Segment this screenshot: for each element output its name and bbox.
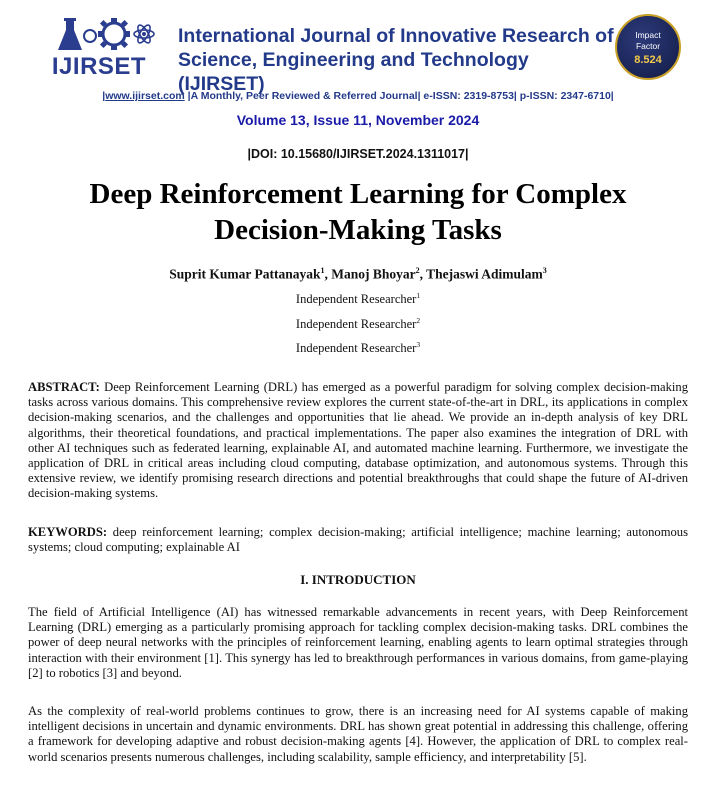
journal-logo	[40, 16, 158, 80]
section-heading-introduction: I. INTRODUCTION	[300, 572, 416, 587]
doi-line: |DOI: 10.15680/IJIRSET.2024.1311017|	[247, 147, 469, 161]
abstract-label: ABSTRACT:	[28, 380, 100, 394]
affiliation-mark: 1	[416, 291, 421, 300]
affiliation-mark: 3	[416, 340, 421, 349]
intro-paragraph-2: As the complexity of real-world problems continues to grow, there is an increasing need for AI systems capable of making intelligent decisions in uncertain and dynamic environments. DRL has shown great potential in addressing this challenge, offering a framework for developing adaptive and robust decision-making agents [4]. However, the application of DRL to complex real-world scenarios presents numerous challenges, including scalability, sample efficiency, and interpretability [5].	[28, 704, 688, 764]
abstract-text: Deep Reinforcement Learning (DRL) has emerged as a powerful paradigm for solving complex decision-making tasks across various domains. This comprehensive review explores the current state-of-the-art in DRL, its applications in complex decision-making scenarios, and the challenges and opportunities that lie ahead. We provide an in-depth analysis of key DRL algorithms, their theoretical foundations, and practical implementations. The paper also examines the integration of DRL with other AI techniques such as federated learning, explainable AI, and automated machine learning. Furthermore, we investigate the application of DRL in critical areas including cloud computing, database optimization, and autonomous systems. Through this extensive review, we identify promising research directions and potential breakthroughs that could shape the future of AI-driven decision-making systems.	[28, 380, 688, 501]
journal-meta-line	[0, 90, 716, 102]
author-affil-mark: 3	[542, 266, 547, 275]
intro-paragraph-1: The field of Artificial Intelligence (AI) has witnessed remarkable advancements in recent years, with Deep Reinforcement Learning (DRL) emerging as a particularly promising approach for tackling complex decision-making tasks. DRL combines the power of deep neural networks with the principles of reinforcement learning, enabling agents to learn optimal strategies through interaction with their environment [1]. This synergy has led to breakthrough performances in various domains, from game-playing [2] to robotics [3] and beyond.	[28, 605, 688, 680]
journal-website-link[interactable]: www.ijirset.com	[105, 90, 185, 102]
journal-header	[40, 12, 680, 95]
paper-title-line2: Decision-Making Tasks	[214, 214, 502, 246]
author-affil-mark: 2	[415, 266, 420, 275]
affiliation	[0, 291, 716, 307]
affiliation-text: Independent Researcher	[295, 292, 417, 307]
meta-prefix: |	[102, 90, 106, 102]
journal-name-line2: Science, Engineering and Technology (IJIRSET)	[178, 49, 529, 95]
impact-value: 8.524	[634, 54, 662, 66]
journal-name-line1: International Journal of Innovative Research of	[178, 25, 614, 47]
author-name: Suprit Kumar Pattanayak	[169, 266, 321, 282]
affiliation-text: Independent Researcher	[295, 317, 417, 332]
affiliation	[0, 316, 716, 332]
journal-name	[178, 24, 618, 96]
author-affil-mark: 1	[320, 266, 325, 275]
affiliation	[0, 340, 716, 356]
keywords-text: deep reinforcement learning; complex decision-making; artificial intelligence; machine learning; autonomous systems; cloud computing; explainable AI	[28, 525, 688, 555]
affiliation-text: Independent Researcher	[295, 341, 417, 356]
impact-label-line2: Factor	[635, 41, 661, 51]
impact-label-line1: Impact	[635, 30, 661, 40]
meta-rest: |A Monthly, Peer Reviewed & Referred Journal| e-ISSN: 2319-8753| p-ISSN: 2347-6710|	[184, 90, 614, 102]
volume-issue: Volume 13, Issue 11, November 2024	[236, 112, 480, 128]
author-separator: ,	[419, 266, 427, 282]
abstract	[28, 380, 688, 502]
author-separator: ,	[324, 266, 332, 282]
keywords-label: KEYWORDS:	[28, 525, 108, 539]
author-list	[0, 266, 716, 283]
impact-factor-badge	[615, 14, 681, 80]
affiliation-mark: 2	[416, 316, 421, 325]
paper-title	[30, 176, 686, 248]
paper-title-line1: Deep Reinforcement Learning for Complex	[89, 178, 627, 210]
author-name: Thejaswi Adimulam	[426, 266, 543, 282]
author-name: Manoj Bhoyar	[331, 266, 416, 282]
logo-wordmark: IJIRSET	[51, 53, 147, 80]
logo-emblem-icon	[52, 16, 156, 56]
keywords	[28, 525, 688, 555]
